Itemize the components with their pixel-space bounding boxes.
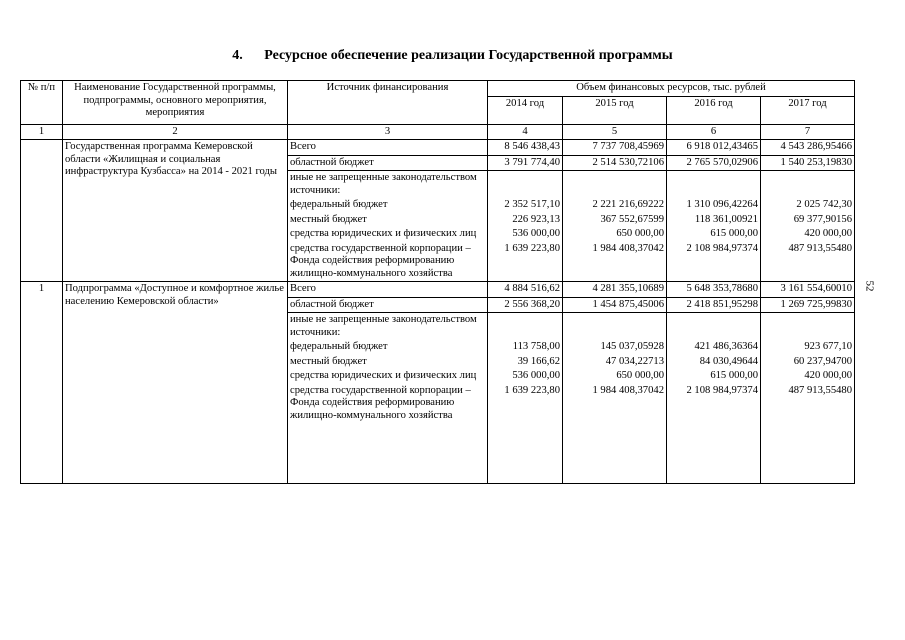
empty-cell [488,171,563,199]
header-name: Наименование Государственной программы, подпрограммы, основного мероприятия, мероприятия [63,81,288,125]
source-label: федеральный бюджет [288,198,488,213]
value-cell: 2 025 742,30 [761,198,855,213]
value-cell: 1 454 875,45006 [563,297,667,313]
source-label: областной бюджет [288,297,488,313]
source-label: средства юридических и физических лиц [288,227,488,242]
value-cell: 47 034,22713 [563,355,667,370]
value-cell: 421 486,36364 [667,340,761,355]
value-cell: 487 913,55480 [761,242,855,282]
value-cell: 145 037,05928 [563,340,667,355]
value-cell: 2 765 570,02906 [667,155,761,171]
value-cell: 536 000,00 [488,369,563,384]
index-row [21,124,855,140]
empty-cell [761,313,855,341]
value-cell: 1 269 725,99830 [761,297,855,313]
value-cell: 2 108 984,97374 [667,384,761,484]
source-label: Всего [288,282,488,298]
empty-cell [667,313,761,341]
source-label: Всего [288,140,488,156]
empty-cell [667,171,761,199]
value-cell: 536 000,00 [488,227,563,242]
header-volume: Объем финансовых ресурсов, тыс. рублей [488,81,855,97]
value-cell: 4 281 355,10689 [563,282,667,298]
row-name: Подпрограмма «Доступное и комфортное жилье населению Кемеровской области» [63,282,288,484]
source-label: федеральный бюджет [288,340,488,355]
source-label: иные не запрещенные законодательством источники: [288,313,488,341]
header-year: 2016 год [667,96,761,124]
value-cell: 1 310 096,42264 [667,198,761,213]
value-cell: 7 737 708,45969 [563,140,667,156]
value-cell: 5 648 353,78680 [667,282,761,298]
value-cell: 3 161 554,60010 [761,282,855,298]
source-label: иные не запрещенные законодательством источники: [288,171,488,199]
value-cell: 2 108 984,97374 [667,242,761,282]
value-cell: 226 923,13 [488,213,563,228]
value-cell: 2 352 517,10 [488,198,563,213]
index-cell: 1 [21,124,63,140]
empty-cell [563,313,667,341]
header-row [21,81,855,97]
value-cell: 118 361,00921 [667,213,761,228]
row-num [21,140,63,282]
index-cell: 2 [63,124,288,140]
value-cell: 2 514 530,72106 [563,155,667,171]
empty-cell [563,171,667,199]
source-label: местный бюджет [288,355,488,370]
empty-cell [488,313,563,341]
empty-cell [761,171,855,199]
value-cell: 1 639 223,80 [488,384,563,484]
value-cell: 1 984 408,37042 [563,242,667,282]
value-cell: 367 552,67599 [563,213,667,228]
value-cell: 615 000,00 [667,227,761,242]
source-label: местный бюджет [288,213,488,228]
value-cell: 420 000,00 [761,227,855,242]
index-cell: 3 [288,124,488,140]
value-cell: 84 030,49644 [667,355,761,370]
value-cell: 8 546 438,43 [488,140,563,156]
index-cell: 4 [488,124,563,140]
value-cell: 487 913,55480 [761,384,855,484]
table-row [21,282,855,298]
index-cell: 5 [563,124,667,140]
source-label: средства государственной корпорации – Фонда содействия реформированию жилищно-коммунального хозяйства [288,242,488,282]
value-cell: 113 758,00 [488,340,563,355]
section-title [0,48,905,64]
value-cell: 6 918 012,43465 [667,140,761,156]
header-num: № п/п [21,81,63,125]
header-year: 2015 год [563,96,667,124]
value-cell: 650 000,00 [563,227,667,242]
index-cell: 7 [761,124,855,140]
value-cell: 650 000,00 [563,369,667,384]
header-source: Источник финансирования [288,81,488,125]
value-cell: 3 791 774,40 [488,155,563,171]
header-year: 2017 год [761,96,855,124]
value-cell: 1 639 223,80 [488,242,563,282]
source-label: средства государственной корпорации – Фонда содействия реформированию жилищно-коммунального хозяйства [288,384,488,484]
value-cell: 1 540 253,19830 [761,155,855,171]
value-cell: 4 543 286,95466 [761,140,855,156]
value-cell: 60 237,94700 [761,355,855,370]
row-num: 1 [21,282,63,484]
value-cell: 2 221 216,69222 [563,198,667,213]
table-row [21,140,855,156]
section-title-text: Ресурсное обеспечение реализации Государственной программы [264,48,673,63]
value-cell: 2 556 368,20 [488,297,563,313]
value-cell: 1 984 408,37042 [563,384,667,484]
value-cell: 4 884 516,62 [488,282,563,298]
row-name: Государственная программа Кемеровской области «Жилищная и социальная инфраструктура Кузбасса» на 2014 - 2021 годы [63,140,288,282]
page-number: 52 [863,280,876,292]
value-cell: 69 377,90156 [761,213,855,228]
value-cell: 923 677,10 [761,340,855,355]
value-cell: 39 166,62 [488,355,563,370]
value-cell: 420 000,00 [761,369,855,384]
source-label: областной бюджет [288,155,488,171]
resource-table [20,80,855,484]
header-year: 2014 год [488,96,563,124]
source-label: средства юридических и физических лиц [288,369,488,384]
value-cell: 615 000,00 [667,369,761,384]
index-cell: 6 [667,124,761,140]
value-cell: 2 418 851,95298 [667,297,761,313]
section-number: 4. [232,48,243,63]
